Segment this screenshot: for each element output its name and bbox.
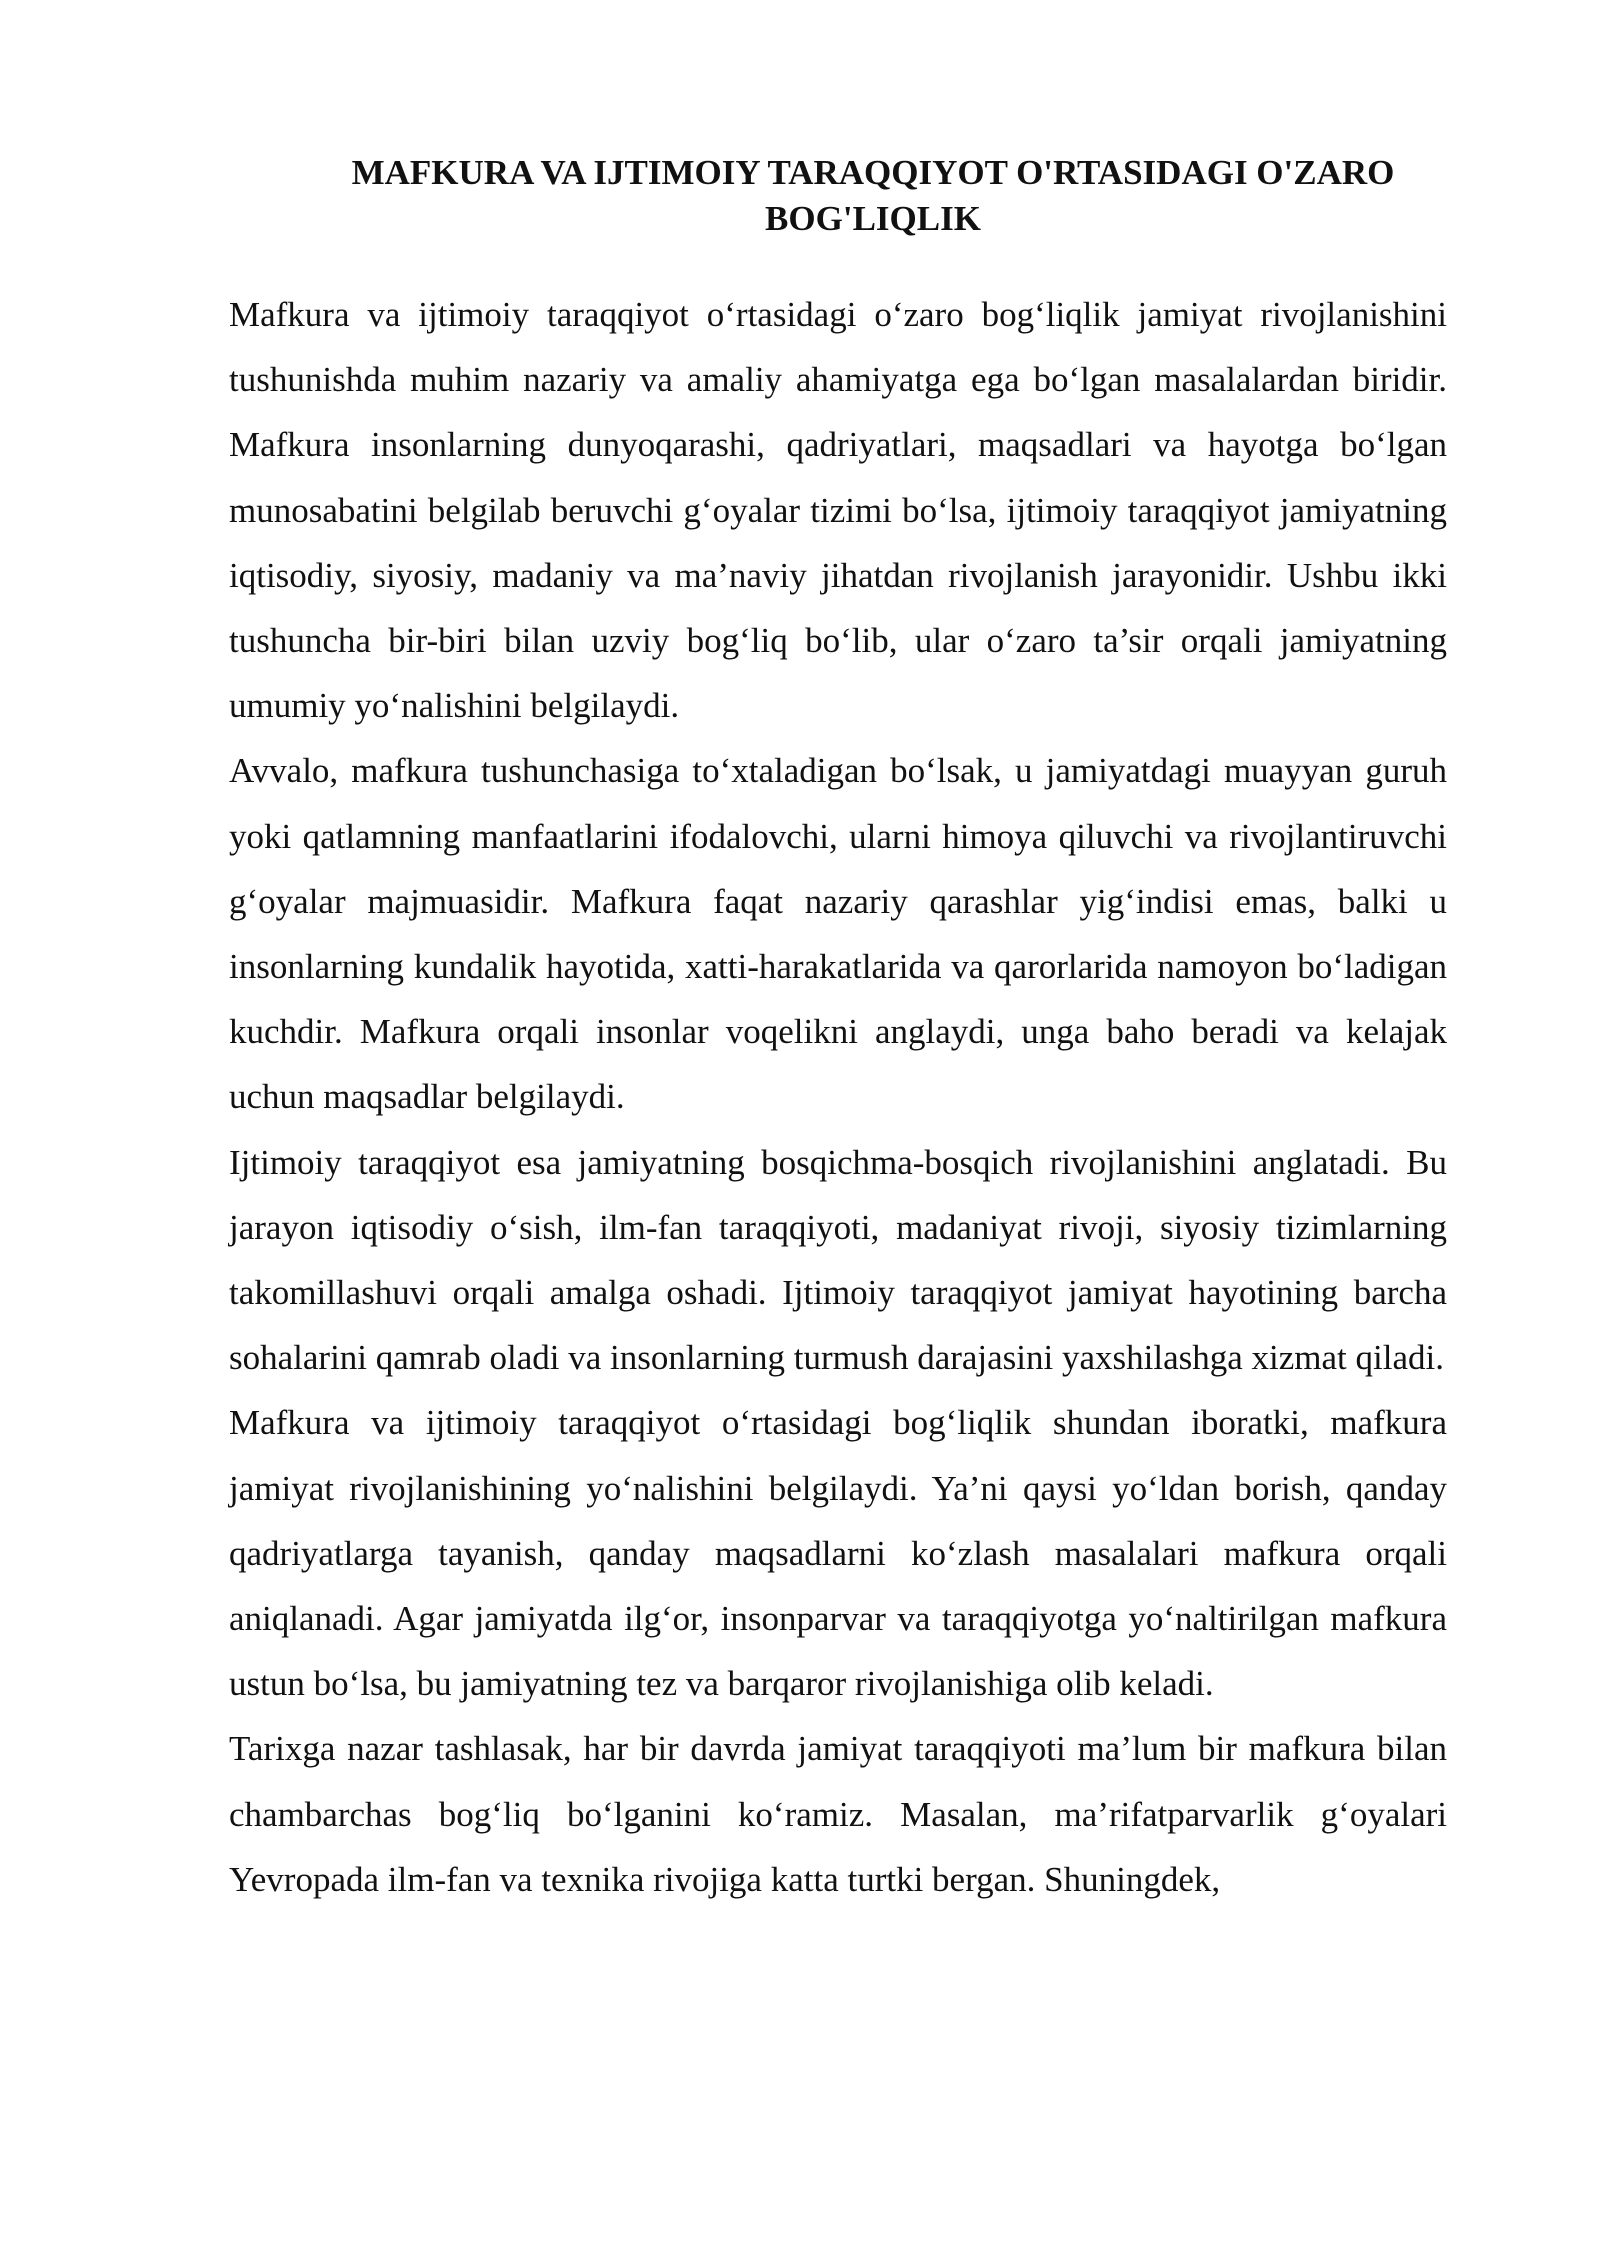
paragraph-1: Mafkura va ijtimoiy taraqqiyot o‘rtasidagi o‘zaro bog‘liqlik jamiyat rivojlanishini tushunishda muhim nazariy va amaliy ahamiyatga ega bo‘lgan masalalardan biridir. Mafkura insonlarning dunyoqarashi, qadriyatlari, maqsadlari va hayotga bo‘lgan munosabatini belgilab beruvchi g‘oyalar tizimi bo‘lsa, ijtimoiy taraqqiyot jamiyatning iqtisodiy, siyosiy, madaniy va ma’naviy jihatdan rivojlanish jarayonidir. Ushbu ikki tushuncha bir-biri bilan uzviy bog‘liq bo‘lib, ular o‘zaro ta’sir orqali jamiyatning umumiy yo‘nalishini belgilaydi. [229, 295, 1447, 726]
document-body [229, 150, 1447, 1912]
paragraph-2: Avvalo, mafkura tushunchasiga to‘xtaladigan bo‘lsak, u jamiyatdagi muayyan guruh yoki qatlamning manfaatlarini ifodalovchi, ularni himoya qiluvchi va rivojlantiruvchi g‘oyalar majmuasidir. Mafkura faqat nazariy qarashlar yig‘indisi emas, balki u insonlarning kundalik hayotida, xatti-harakatlarida va qarorlarida namoyon bo‘ladigan kuchdir. Mafkura orqali insonlar voqelikni anglaydi, unga baho beradi va kelajak uchun maqsadlar belgilaydi. [229, 751, 1447, 1117]
document-title: MAFKURA VA IJTIMOIY TARAQQIYOT O'RTASIDAGI O'ZARO BOG'LIQLIK [351, 153, 1395, 238]
paragraph-5: Tarixga nazar tashlasak, har bir davrda jamiyat taraqqiyoti ma’lum bir mafkura bilan chambarchas bog‘liq bo‘lganini ko‘ramiz. Masalan, ma’rifatparvarlik g‘oyalari Yevropada ilm-fan va texnika rivojiga katta turtki bergan. Shuningdek, [229, 1729, 1447, 1899]
paragraph-3: Ijtimoiy taraqqiyot esa jamiyatning bosqichma-bosqich rivojlanishini anglatadi. Bu jarayon iqtisodiy o‘sish, ilm-fan taraqqiyoti, madaniyat rivoji, siyosiy tizimlarning takomillashuvi orqali amalga oshadi. Ijtimoiy taraqqiyot jamiyat hayotining barcha sohalarini qamrab oladi va insonlarning turmush darajasini yaxshilashga xizmat qiladi. [229, 1142, 1447, 1378]
paragraph-4: Mafkura va ijtimoiy taraqqiyot o‘rtasidagi bog‘liqlik shundan iboratki, mafkura jamiyat rivojlanishining yo‘nalishini belgilaydi. Ya’ni qaysi yo‘ldan borish, qanday qadriyatlarga tayanish, qanday maqsadlarni ko‘zlash masalalari mafkura orqali aniqlanadi. Agar jamiyatda ilg‘or, insonparvar va taraqqiyotga yo‘naltirilgan mafkura ustun bo‘lsa, bu jamiyatning tez va barqaror rivojlanishiga olib keladi. [229, 1403, 1447, 1704]
